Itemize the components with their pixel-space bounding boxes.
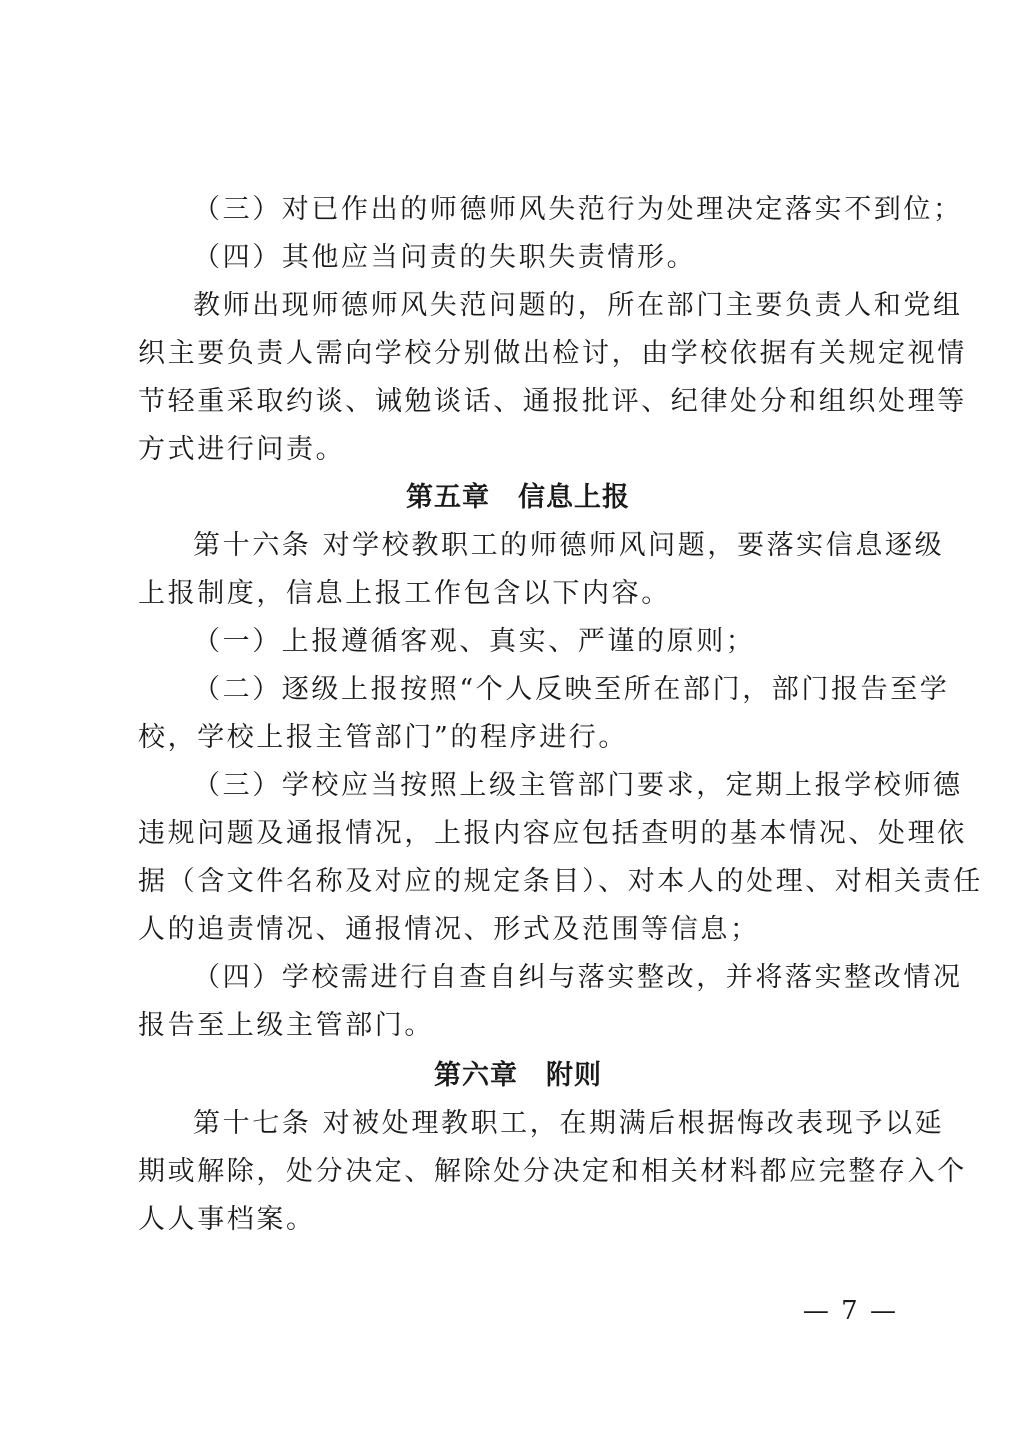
paragraph-line: 织主要负责人需向学校分别做出检讨，由学校依据有关规定视情 bbox=[138, 338, 967, 369]
paragraph-line: 校，学校上报主管部门”的程序进行。 bbox=[138, 722, 629, 753]
paragraph-line: 教师出现师德师风失范问题的，所在部门主要负责人和党组 bbox=[193, 290, 963, 321]
paragraph-line: （三）学校应当按照上级主管部门要求，定期上报学校师德 bbox=[193, 770, 963, 801]
paragraph-line: （二）逐级上报按照“个人反映至所在部门，部门报告至学 bbox=[193, 674, 950, 705]
paragraph-line: 期或解除，处分决定、解除处分决定和相关材料都应完整存入个 bbox=[138, 1156, 967, 1187]
article-line: 第十七条 对被处理教职工，在期满后根据悔改表现予以延 bbox=[193, 1108, 945, 1139]
paragraph-line: 上报制度，信息上报工作包含以下内容。 bbox=[138, 578, 671, 609]
paragraph-line: 人人事档案。 bbox=[138, 1204, 316, 1235]
paragraph-line: 据（含文件名称及对应的规定条目）、对本人的处理、对相关责任 bbox=[138, 866, 983, 897]
chapter-heading: 第五章 信息上报 bbox=[406, 482, 630, 513]
paragraph-line: 节轻重采取约谈、诫勉谈话、通报批评、纪律处分和组织处理等 bbox=[138, 386, 967, 417]
paragraph-line: （四）学校需进行自查自纠与落实整改，并将落实整改情况 bbox=[193, 962, 963, 993]
chapter-heading: 第六章 附则 bbox=[434, 1060, 602, 1091]
paragraph-line: 人的追责情况、通报情况、形式及范围等信息； bbox=[138, 914, 760, 945]
paragraph-line: （三）对已作出的师德师风失范行为处理决定落实不到位； bbox=[193, 194, 963, 225]
paragraph-line: 违规问题及通报情况，上报内容应包括查明的基本情况、处理依 bbox=[138, 818, 967, 849]
article-line: 第十六条 对学校教职工的师德师风问题，要落实信息逐级 bbox=[193, 530, 945, 561]
paragraph-line: 报告至上级主管部门。 bbox=[138, 1010, 434, 1041]
paragraph-line: （一）上报遵循客观、真实、严谨的原则； bbox=[193, 626, 756, 657]
paragraph-line: 方式进行问责。 bbox=[138, 434, 346, 465]
page-number: — 7 — bbox=[802, 1296, 898, 1326]
paragraph-line: （四）其他应当问责的失职失责情形。 bbox=[193, 242, 697, 273]
